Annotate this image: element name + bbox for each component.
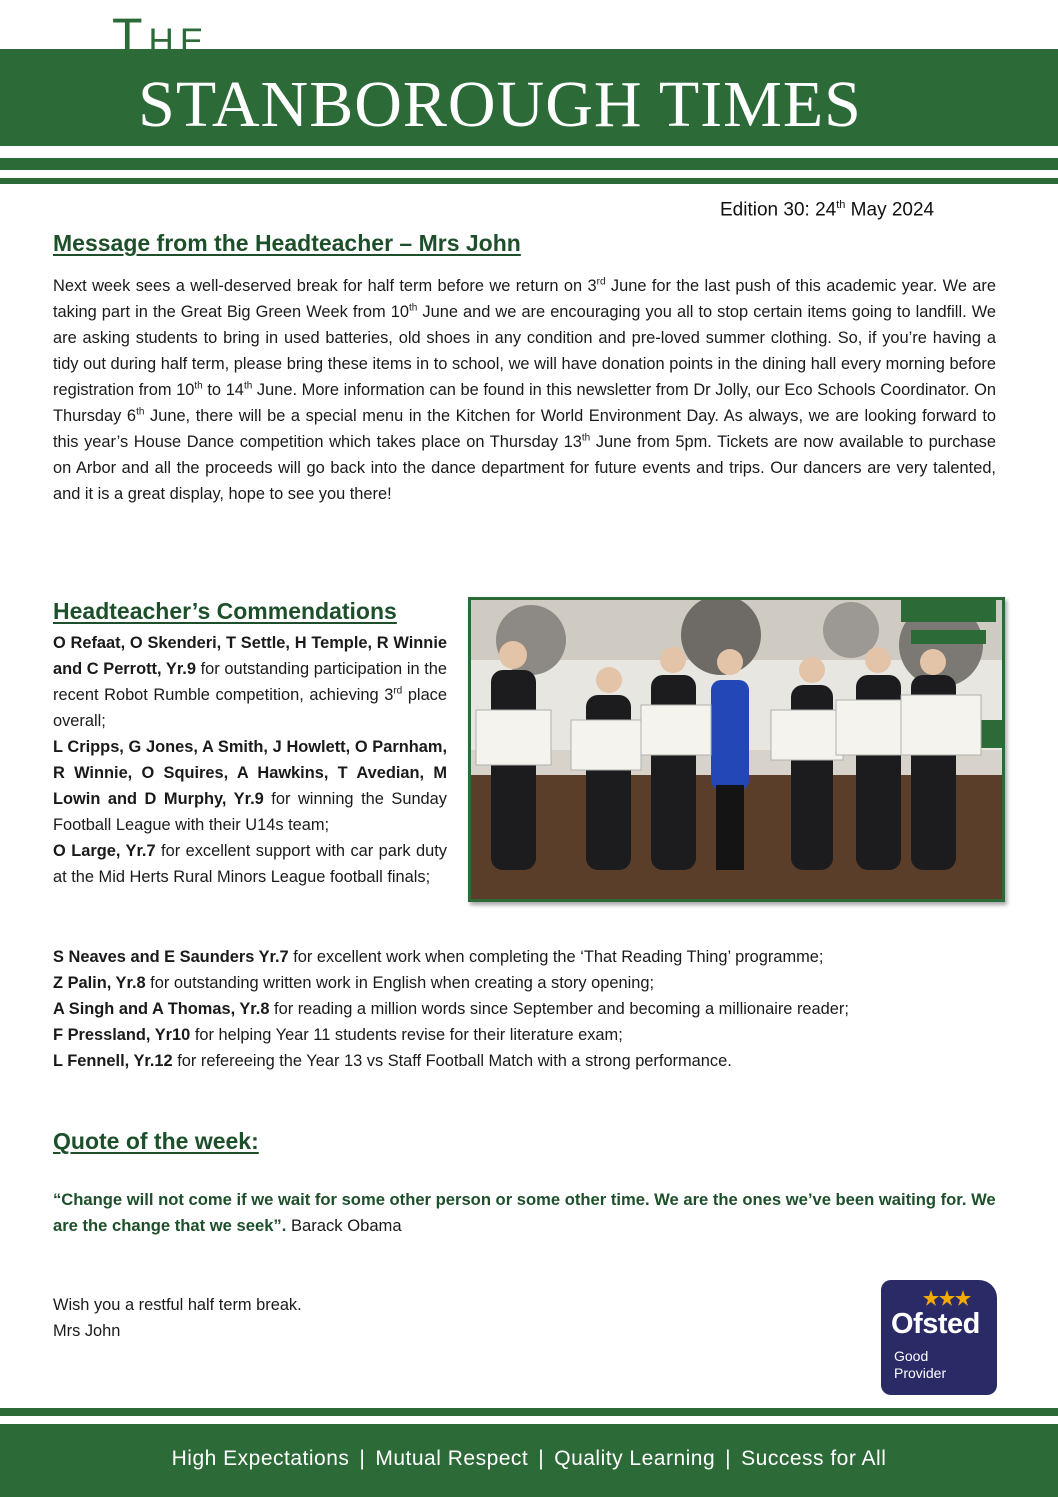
edition-date [720,199,934,221]
footer-value-2: Mutual Respect [375,1447,529,1470]
headteacher-message-heading: Message from the Headteacher – Mrs John [53,230,521,256]
masthead-the [112,10,209,62]
quote-author: Barack Obama [286,1216,402,1235]
quote-heading: Quote of the week: [53,1128,259,1154]
footer-value-4: Success for All [741,1447,887,1470]
commendation-story-opening: Z Palin, Yr.8 for outstanding written work in English when creating a story opening; [53,974,655,992]
signoff-name: Mrs John [53,1322,121,1340]
ofsted-badge [881,1280,997,1395]
ofsted-provider: Provider [894,1365,947,1381]
commendation-car-park: O Large, Yr.7 for excellent support with car park duty at the Mid Herts Rural Minors League football finals; [53,842,447,886]
edition-prefix: Edition 30: 24 [720,199,837,221]
commendation-millionaire-reader: A Singh and A Thomas, Yr.8 for reading a million words since September and becoming a millionaire reader; [53,1000,849,1018]
commendations-heading: Headteacher’s Commendations [53,598,397,624]
commendation-reading-thing: S Neaves and E Saunders Yr.7 for excellent work when completing the ‘That Reading Thing’ programme; [53,948,824,966]
signoff [53,1292,302,1344]
commendation-football-league: L Cripps, G Jones, A Smith, J Howlett, O Parnham, R Winnie, O Squires, A Hawkins, T Avedian, M Lowin and D Murphy, Yr.9 for winning the Sunday Football League with their U14s team; [53,738,447,834]
footer-values [0,1424,1058,1497]
footer-rule [0,1408,1058,1416]
edition-suffix: May 2024 [845,199,935,221]
footer-value-1: High Expectations [171,1447,350,1470]
masthead-rule-thin [0,178,1058,184]
commendations-photo [468,597,1005,902]
footer-separator: | [359,1447,366,1470]
footer-value-3: Quality Learning [554,1447,716,1470]
commendation-literature-revision: F Pressland, Yr10 for helping Year 11 students revise for their literature exam; [53,1026,623,1044]
footer [0,1424,1058,1497]
quote-text: “Change will not come if we wait for some other person or some other time. We are the ones we’ve been waiting for. We are the change that we seek”. [53,1190,996,1235]
masthead [0,0,1058,200]
photo-illustration [471,600,1002,899]
masthead-rule-thick [0,158,1058,170]
signoff-line: Wish you a restful half term break. [53,1296,302,1314]
ofsted-word: Ofsted [891,1308,980,1340]
edition-sup: th [836,199,846,211]
quote-body [53,1187,1013,1239]
headteacher-message-body: Next week sees a well-deserved break for half term before we return on 3rd June for the last push of this academic year. We are taking part in the Great Big Green Week from 10th June and we are encouraging you all to stop certain items going to landfill. We are asking students to bring in used batteries, old shoes in any condition and pre-loved summer clothing. So, if you’re having a tidy out during half term, please bring these items in to school, we will have donation points in the dining hall every morning before registration from 10th to 14th June. More information can be found in this newsletter from Dr Jolly, our Eco Schools Coordinator. On Thursday 6th June, there will be a special menu in the Kitchen for World Environment Day. As always, we are looking forward to this year’s House Dance competition which takes place on Thursday 13th June from 5pm. Tickets are now available to purchase on Arbor and all the proceeds will go back into the dance department for future events and trips. Our dancers are very talented, and it is a great display, hope to see you there! [53,276,997,503]
commendations-list-wide [53,944,1013,1074]
ofsted-rating: Good [894,1348,929,1364]
commendations-list-narrow [53,630,447,890]
masthead-title: STANBOROUGH TIMES [138,68,862,141]
commendation-robot-rumble: O Refaat, O Skenderi, T Settle, H Temple, R Winnie and C Perrott, Yr.9 for outstanding participation in the recent Robot Rumble competition, achieving 3rd place overall; [53,634,447,730]
commendation-referee: L Fennell, Yr.12 for refereeing the Year 13 vs Staff Football Match with a strong performance. [53,1052,732,1070]
footer-separator: | [538,1447,545,1470]
masthead-the-text: The [112,8,210,64]
footer-separator: | [725,1447,732,1470]
